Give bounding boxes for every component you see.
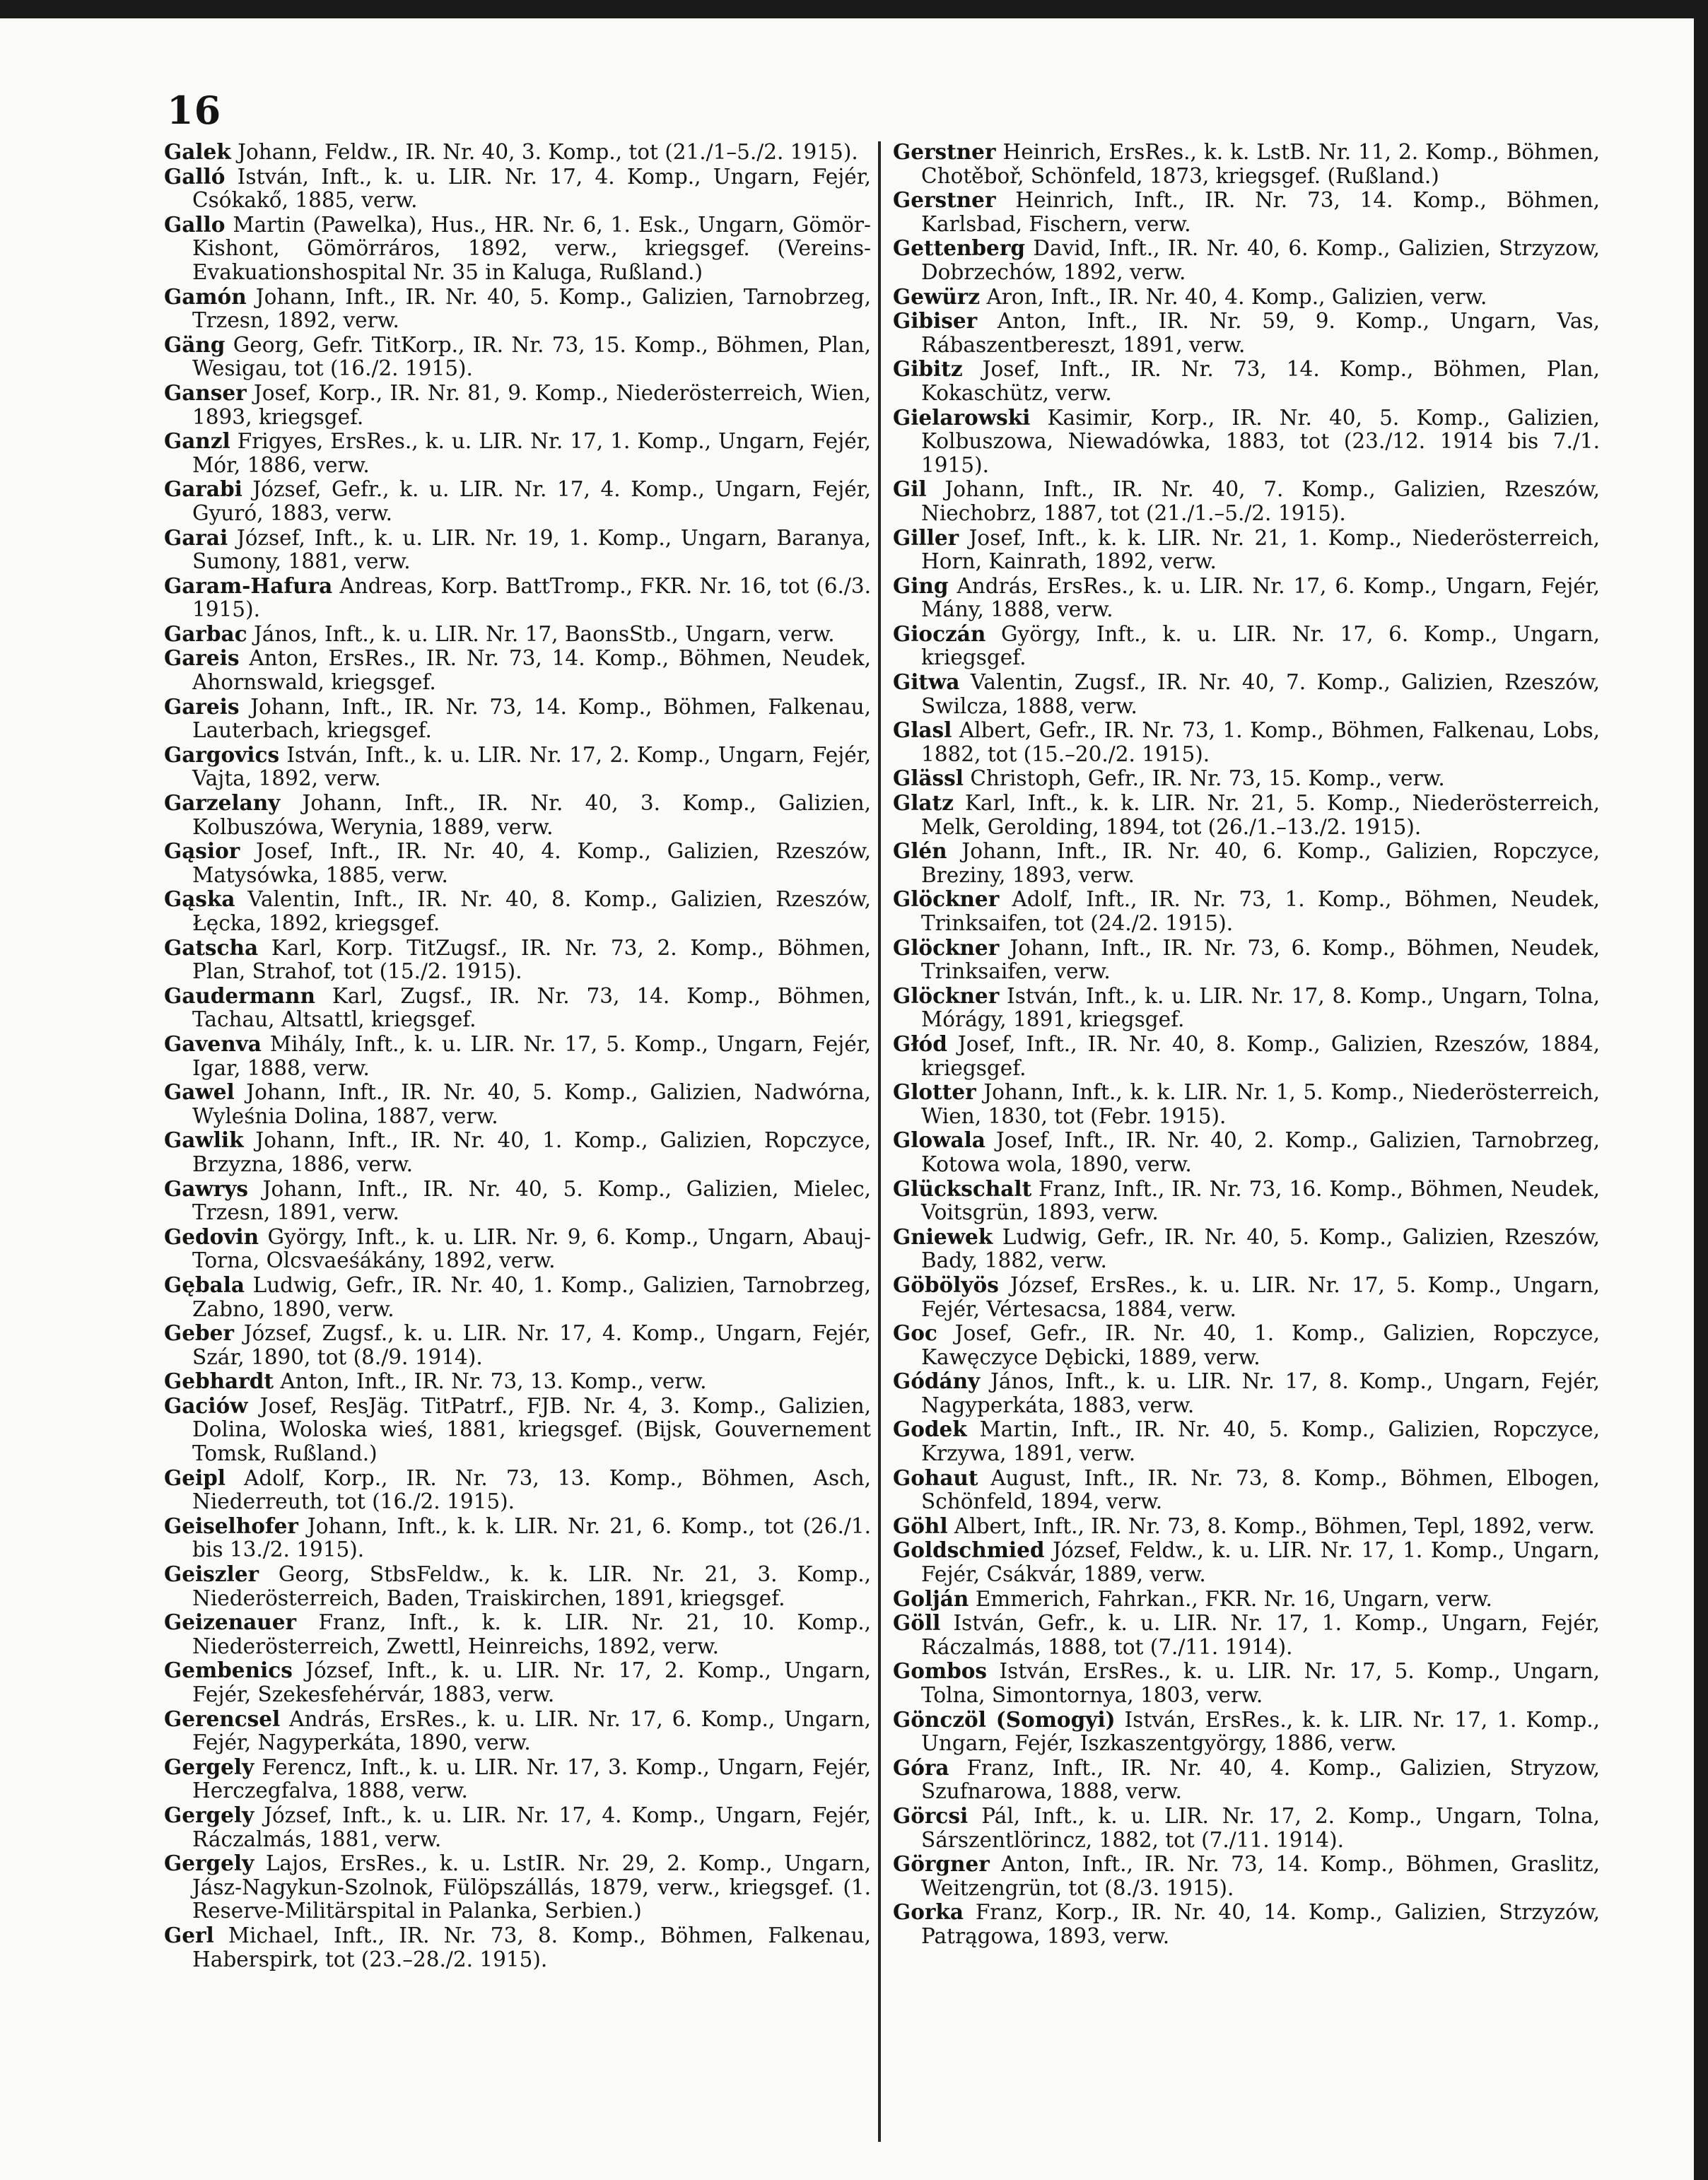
entry-details: István, ErsRes., k. u. LIR. Nr. 17, 5. Komp., Ungarn, Tolna, Simontornya, 1803, verw. — [921, 1659, 1600, 1707]
entry-surname: Gallo — [164, 211, 226, 237]
entry-surname: Geber — [164, 1320, 234, 1346]
entry-details: Josef, Inft., IR. Nr. 40, 2. Komp., Galizien, Tarnobrzeg, Kotowa wola, 1890, verw. — [921, 1128, 1600, 1176]
entry-surname: Garzelany — [164, 790, 281, 816]
register-entry — [164, 1177, 871, 1225]
register-entry — [893, 406, 1600, 478]
entry-surname: Ganzl — [164, 428, 230, 454]
entry-details: Franz, Inft., IR. Nr. 73, 16. Komp., Böhmen, Neudek, Voitsgrün, 1893, verw. — [921, 1176, 1600, 1225]
entry-details: Pál, Inft., k. u. LIR. Nr. 17, 2. Komp., Ungarn, Tolna, Sárszentlörincz, 1882, tot (7./11. 1914). — [921, 1803, 1600, 1852]
entry-surname: Glasl — [893, 717, 952, 743]
entry-details: Christoph, Gefr., IR. Nr. 73, 15. Komp., verw. — [963, 766, 1445, 791]
entry-details: Ludwig, Gefr., IR. Nr. 40, 5. Komp., Galizien, Rzeszów, Bady, 1882, verw. — [921, 1224, 1600, 1273]
scan-border-top — [0, 0, 1708, 18]
register-entry — [893, 1708, 1600, 1756]
entry-surname: Gawel — [164, 1079, 235, 1105]
scan-border-right — [1694, 0, 1708, 2180]
register-entry — [164, 1128, 871, 1176]
entry-surname: Gitwa — [893, 669, 960, 695]
register-entry — [893, 285, 1600, 310]
entry-details: Anton, ErsRes., IR. Nr. 73, 14. Komp., Böhmen, Neudek, Ahornswald, kriegsgef. — [192, 646, 871, 695]
entry-details: Albert, Gefr., IR. Nr. 73, 1. Komp., Böhmen, Falkenau, Lobs, 1882, tot (15.–20./2. 1915). — [921, 718, 1600, 766]
register-entry — [893, 1177, 1600, 1225]
register-entry — [164, 936, 871, 984]
register-entry — [164, 1803, 871, 1851]
entry-surname: Glöckner — [893, 886, 1000, 912]
entry-surname: Galló — [164, 163, 226, 189]
register-entry — [893, 1804, 1600, 1852]
register-entry — [164, 646, 871, 694]
entry-details: Kasimir, Korp., IR. Nr. 40, 5. Komp., Galizien, Kolbuszowa, Niewadówka, 1883, tot (23./12. 1914 bis 7./1. 1915). — [921, 405, 1600, 477]
register-entry — [164, 1610, 871, 1658]
register-entry — [164, 1369, 871, 1394]
entry-details: József, Gefr., k. u. LIR. Nr. 17, 4. Komp., Ungarn, Fejér, Gyuró, 1883, verw. — [192, 477, 871, 525]
register-entry — [893, 1128, 1600, 1176]
entry-surname: Gielarowski — [893, 404, 1031, 430]
entry-surname: Gerencsel — [164, 1706, 281, 1731]
entry-details: Heinrich, Inft., IR. Nr. 73, 14. Komp., Böhmen, Karlsbad, Fischern, verw. — [921, 188, 1600, 236]
entry-details: József, Inft., k. u. LIR. Nr. 17, 4. Komp., Ungarn, Fejér, Ráczalmás, 1881, verw. — [192, 1803, 871, 1851]
entry-surname: Glöckner — [893, 983, 1000, 1008]
entry-details: János, Inft., k. u. LIR. Nr. 17, BaonsStb., Ungarn, verw. — [247, 621, 835, 646]
entry-surname: Gewürz — [893, 283, 981, 309]
register-entry — [164, 1394, 871, 1466]
entry-surname: Gawrys — [164, 1176, 248, 1201]
entry-surname: Głód — [893, 1031, 947, 1056]
entry-surname: Garabi — [164, 476, 242, 502]
register-entry — [164, 574, 871, 622]
register-entry — [893, 477, 1600, 525]
register-entry — [893, 574, 1600, 622]
register-entry — [893, 1538, 1600, 1586]
register-entry — [893, 1032, 1600, 1080]
entry-surname: Gamón — [164, 283, 247, 309]
entry-details: József, Inft., k. u. LIR. Nr. 17, 2. Komp., Ungarn, Fejér, Szekesfehérvár, 1883, verw. — [192, 1658, 871, 1706]
entry-details: Franz, Korp., IR. Nr. 40, 14. Komp., Galizien, Strzyzów, Patrągowa, 1893, verw. — [921, 1900, 1600, 1948]
entry-surname: Gatscha — [164, 934, 259, 960]
entry-surname: Gerstner — [893, 139, 996, 164]
register-entry — [164, 1562, 871, 1610]
entry-details: Josef, Inft., IR. Nr. 73, 14. Komp., Böhmen, Plan, Kokaschütz, verw. — [921, 357, 1600, 405]
entry-details: Lajos, ErsRes., k. u. LstIR. Nr. 29, 2. Komp., Ungarn, Jász-Nagykun-Szolnok, Fülöpszállás, 1879, verw., kriegsgef. (1. Reserve-Militärspital in Palanka, Serbien.) — [192, 1851, 871, 1923]
entry-surname: Gembenics — [164, 1658, 293, 1683]
register-entry — [164, 743, 871, 791]
register-entry — [893, 718, 1600, 766]
entry-details: Johann, Feldw., IR. Nr. 40, 3. Komp., tot (21./1–5./2. 1915). — [230, 140, 858, 164]
entry-details: József, Zugsf., k. u. LIR. Nr. 17, 4. Komp., Ungarn, Fejér, Szár, 1890, tot (8./9. 1914). — [192, 1321, 871, 1369]
register-entry — [164, 839, 871, 887]
register-entry — [164, 1755, 871, 1803]
entry-details: Adolf, Inft., IR. Nr. 73, 1. Komp., Böhmen, Neudek, Trinksaifen, tot (24./2. 1915). — [921, 887, 1600, 935]
entry-surname: Gönczöl (Somogyi) — [893, 1706, 1116, 1732]
register-entry — [893, 887, 1600, 935]
entry-surname: Gąsior — [164, 838, 240, 864]
register-entry — [893, 1225, 1600, 1273]
entry-details: József, Inft., k. u. LIR. Nr. 19, 1. Komp., Ungarn, Baranya, Sumony, 1881, verw. — [192, 525, 871, 574]
entry-surname: Garai — [164, 525, 228, 550]
entry-surname: Göbölyös — [893, 1272, 999, 1297]
entry-details: Johann, Inft., IR. Nr. 40, 6. Komp., Galizien, Ropczyce, Breziny, 1893, verw. — [921, 839, 1600, 887]
entry-surname: Görcsi — [893, 1803, 969, 1828]
entry-details: Ludwig, Gefr., IR. Nr. 40, 1. Komp., Galizien, Tarnobrzeg, Zabno, 1890, verw. — [192, 1272, 871, 1321]
register-entry — [164, 333, 871, 381]
entry-details: Johann, Inft., k. k. LIR. Nr. 1, 5. Komp., Niederösterreich, Wien, 1830, tot (Febr. 1915). — [921, 1080, 1600, 1128]
entry-surname: Golján — [893, 1586, 969, 1611]
entry-details: Johann, Inft., IR. Nr. 40, 5. Komp., Galizien, Mielec, Trzesn, 1891, verw. — [192, 1176, 871, 1225]
entry-details: István, ErsRes., k. k. LIR. Nr. 17, 1. Komp., Ungarn, Fejér, Iszkaszentgyörgy, 1886, verw. — [921, 1707, 1600, 1756]
register-entry — [164, 1707, 871, 1755]
entry-details: István, Inft., k. u. LIR. Nr. 17, 2. Komp., Ungarn, Fejér, Vajta, 1892, verw. — [192, 742, 871, 791]
entry-details: Johann, Inft., IR. Nr. 40, 5. Komp., Galizien, Tarnobrzeg, Trzesn, 1892, verw. — [192, 284, 871, 333]
entry-details: Heinrich, ErsRes., k. k. LstB. Nr. 11, 2. Komp., Böhmen, Chotěboř, Schönfeld, 1873, kriegsgef. (Rußland.) — [921, 140, 1600, 188]
entry-details: Anton, Inft., IR. Nr. 73, 13. Komp., verw. — [273, 1369, 707, 1394]
register-entry — [164, 1321, 871, 1369]
entry-details: Karl, Inft., k. k. LIR. Nr. 21, 5. Komp., Niederösterreich, Melk, Gerolding, 1894, tot (26./1.–13./2. 1915). — [921, 791, 1600, 839]
entry-surname: Glowala — [893, 1127, 985, 1153]
register-entry — [893, 188, 1600, 236]
entry-details: Franz, Inft., IR. Nr. 40, 4. Komp., Galizien, Stryzow, Szufnarowa, 1888, verw. — [921, 1755, 1600, 1804]
page-number: 16 — [167, 88, 222, 133]
entry-details: István, Gefr., k. u. LIR. Nr. 17, 1. Komp., Ungarn, Fejér, Ráczalmás, 1888, tot (7./11. 1914). — [921, 1611, 1600, 1659]
entry-details: György, Inft., k. u. LIR. Nr. 9, 6. Komp., Ungarn, Abauj-Torna, Olcsvaeśákány, 1892, verw. — [192, 1224, 871, 1273]
entry-surname: Gettenberg — [893, 235, 1025, 261]
entry-details: András, ErsRes., k. u. LIR. Nr. 17, 6. Komp., Ungarn, Fejér, Nagyperkáta, 1890, verw. — [192, 1706, 871, 1755]
entry-surname: Gibiser — [893, 308, 978, 334]
entry-surname: Gerstner — [893, 187, 996, 213]
entry-surname: Gergely — [164, 1802, 255, 1827]
entry-details: Aron, Inft., IR. Nr. 40, 4. Komp., Galizien, verw. — [980, 284, 1487, 309]
register-entry — [164, 1080, 871, 1128]
entry-surname: Göhl — [893, 1513, 948, 1538]
entry-details: István, Inft., k. u. LIR. Nr. 17, 8. Komp., Ungarn, Tolna, Mórágy, 1891, kriegsgef. — [921, 983, 1600, 1032]
left-column — [164, 140, 871, 1971]
entry-details: Franz, Inft., k. k. LIR. Nr. 21, 10. Komp., Niederösterreich, Zwettl, Heinreichs, 1892, verw. — [192, 1610, 871, 1658]
entry-details: István, Inft., k. u. LIR. Nr. 17, 4. Komp., Ungarn, Fejér, Csókakő, 1885, verw. — [192, 164, 871, 213]
entry-details: Johann, Inft., IR. Nr. 40, 1. Komp., Galizien, Ropczyce, Brzyzna, 1886, verw. — [192, 1128, 871, 1176]
entry-details: Mihály, Inft., k. u. LIR. Nr. 17, 5. Komp., Ungarn, Fejér, Igar, 1888, verw. — [192, 1031, 871, 1080]
entry-details: Johann, Inft., k. k. LIR. Nr. 21, 6. Komp., tot (26./1. bis 13./2. 1915). — [192, 1513, 871, 1562]
register-entry — [893, 309, 1600, 357]
column-divider — [878, 141, 881, 2142]
entry-surname: Godek — [893, 1417, 967, 1442]
register-entry — [893, 1852, 1600, 1900]
entry-surname: Garam-Hafura — [164, 573, 333, 598]
entry-details: Josef, ResJäg. TitPatrf., FJB. Nr. 4, 3. Komp., Galizien, Dolina, Woloska wieś, 1881, kriegsgef. (Bijsk, Gouvernement Tomsk, Rußland.) — [192, 1393, 871, 1466]
register-entry — [893, 1466, 1600, 1514]
entry-surname: Gombos — [893, 1658, 987, 1684]
register-entry — [164, 381, 871, 429]
entry-surname: Gorka — [893, 1899, 964, 1925]
register-entry — [893, 357, 1600, 405]
entry-details: Johann, Inft., IR. Nr. 40, 3. Komp., Galizien, Kolbuszówa, Werynia, 1889, verw. — [192, 791, 871, 839]
entry-details: Josef, Inft., IR. Nr. 40, 8. Komp., Galizien, Rzeszów, 1884, kriegsgef. — [921, 1031, 1600, 1080]
entry-surname: Gargovics — [164, 742, 280, 767]
entry-surname: Gareis — [164, 693, 240, 719]
entry-details: Emmerich, Fahrkan., FKR. Nr. 16, Ungarn, verw. — [969, 1586, 1492, 1611]
entry-surname: Góra — [893, 1754, 949, 1780]
register-entry — [164, 429, 871, 477]
entry-surname: Geiszler — [164, 1561, 259, 1587]
entry-details: Johann, Inft., IR. Nr. 40, 7. Komp., Galizien, Rzeszów, Niechobrz, 1887, tot (21./1.–5./2. 1915). — [921, 477, 1600, 525]
entry-surname: Geizenauer — [164, 1610, 297, 1635]
register-entry — [164, 1658, 871, 1706]
register-entry — [893, 1321, 1600, 1369]
register-entry — [893, 1756, 1600, 1804]
entry-details: József, Feldw., k. u. LIR. Nr. 17, 1. Komp., Ungarn, Fejér, Csákvár, 1889, verw. — [921, 1538, 1600, 1587]
register-entry — [164, 285, 871, 333]
register-entry — [164, 526, 871, 574]
entry-details: Anton, Inft., IR. Nr. 73, 14. Komp., Böhmen, Graslitz, Weitzengrün, tot (8./3. 1915). — [921, 1852, 1600, 1900]
entry-surname: Gniewek — [893, 1224, 993, 1249]
register-entry — [164, 791, 871, 839]
entry-surname: Giller — [893, 525, 959, 550]
register-entry — [164, 887, 871, 935]
entry-surname: Glässl — [893, 766, 964, 791]
register-entry — [164, 1032, 871, 1080]
register-entry — [893, 1659, 1600, 1707]
entry-surname: Gebhardt — [164, 1369, 274, 1394]
register-entry — [164, 1514, 871, 1562]
entry-surname: Glotter — [893, 1079, 976, 1105]
entry-details: Josef, Inft., IR. Nr. 40, 4. Komp., Galizien, Rzeszów, Matysówka, 1885, verw. — [192, 839, 871, 887]
register-entry — [164, 165, 871, 213]
register-entry — [893, 236, 1600, 284]
register-entry — [893, 1587, 1600, 1612]
register-entry — [164, 1225, 871, 1273]
entry-surname: Goldschmied — [893, 1537, 1045, 1563]
entry-surname: Ganser — [164, 380, 247, 405]
register-entry — [164, 695, 871, 743]
entry-surname: Glén — [893, 838, 947, 864]
entry-details: Andreas, Korp. BattTromp., FKR. Nr. 16, tot (6./3. 1915). — [192, 573, 871, 622]
entry-details: András, ErsRes., k. u. LIR. Nr. 17, 6. Komp., Ungarn, Fejér, Mány, 1888, verw. — [921, 573, 1600, 622]
entry-surname: Gioczán — [893, 621, 986, 646]
entry-surname: Gębala — [164, 1272, 245, 1297]
register-entry — [164, 1273, 871, 1321]
entry-details: Michael, Inft., IR. Nr. 73, 8. Komp., Böhmen, Falkenau, Haberspirk, tot (23.–28./2. 1915). — [192, 1923, 871, 1971]
entry-surname: Gąska — [164, 886, 235, 912]
entry-surname: Goc — [893, 1320, 937, 1346]
entry-details: Anton, Inft., IR. Nr. 59, 9. Komp., Ungarn, Vas, Rábaszentbereszt, 1891, verw. — [921, 309, 1600, 357]
entry-details: Georg, Gefr. TitKorp., IR. Nr. 73, 15. Komp., Böhmen, Plan, Wesigau, tot (16./2. 1915). — [192, 332, 871, 381]
register-entry — [893, 670, 1600, 718]
entry-surname: Geipl — [164, 1465, 226, 1490]
register-entry — [893, 936, 1600, 984]
entry-details: Karl, Zugsf., IR. Nr. 73, 14. Komp., Böhmen, Tachau, Altsattl, kriegsgef. — [192, 983, 871, 1032]
entry-details: Johann, Inft., IR. Nr. 73, 14. Komp., Böhmen, Falkenau, Lauterbach, kriegsgef. — [192, 694, 871, 743]
entry-details: János, Inft., k. u. LIR. Nr. 17, 8. Komp., Ungarn, Fejér, Nagyperkáta, 1883, verw. — [921, 1369, 1600, 1417]
register-entry — [893, 622, 1600, 670]
register-entry — [893, 1900, 1600, 1948]
register-entry — [893, 1273, 1600, 1321]
entry-details: Karl, Korp. TitZugsf., IR. Nr. 73, 2. Komp., Böhmen, Plan, Strahof, tot (15./2. 1915). — [192, 935, 871, 984]
register-entry — [893, 1417, 1600, 1465]
register-entry — [164, 622, 871, 647]
entry-surname: Gergely — [164, 1754, 255, 1779]
register-entry — [893, 140, 1600, 188]
entry-surname: Geiselhofer — [164, 1513, 298, 1538]
register-entry — [893, 839, 1600, 887]
entry-details: Johann, Inft., IR. Nr. 40, 5. Komp., Galizien, Nadwórna, Wyleśnia Dolina, 1887, verw. — [192, 1080, 871, 1128]
entry-surname: Gavenva — [164, 1031, 262, 1056]
entry-surname: Gaudermann — [164, 983, 315, 1008]
entry-details: Josef, Korp., IR. Nr. 81, 9. Komp., Niederösterreich, Wien, 1893, kriegsgef. — [192, 380, 871, 429]
entry-surname: Gil — [893, 476, 927, 502]
entry-details: Albert, Inft., IR. Nr. 73, 8. Komp., Böhmen, Tepl, 1892, verw. — [947, 1513, 1595, 1538]
register-entry — [893, 791, 1600, 839]
register-entry — [893, 766, 1600, 791]
entry-surname: Glatz — [893, 790, 954, 816]
register-entry — [164, 1851, 871, 1923]
entry-surname: Gaciów — [164, 1393, 248, 1418]
entry-details: György, Inft., k. u. LIR. Nr. 17, 6. Komp., Ungarn, kriegsgef. — [921, 621, 1600, 670]
register-entry — [893, 1080, 1600, 1128]
register-entry — [164, 1923, 871, 1971]
entry-details: Ferencz, Inft., k. u. LIR. Nr. 17, 3. Komp., Ungarn, Fejér, Herczegfalva, 1888, verw. — [192, 1754, 871, 1803]
register-entry — [893, 984, 1600, 1032]
entry-details: Martin (Pawelka), Hus., HR. Nr. 6, 1. Esk., Ungarn, Gömör-Kishont, Gömörráros, 1892, verw., kriegsgef. (Vereins-Evakuationshospital Nr. 35 in Kaluga, Rußland.) — [192, 212, 871, 284]
entry-details: David, Inft., IR. Nr. 40, 6. Komp., Galizien, Strzyzow, Dobrzechów, 1892, verw. — [921, 236, 1600, 284]
entry-surname: Glöckner — [893, 934, 1000, 960]
register-entry — [164, 140, 871, 165]
entry-surname: Glückschalt — [893, 1176, 1032, 1201]
entry-surname: Görgner — [893, 1851, 990, 1877]
right-column — [893, 140, 1600, 1949]
entry-surname: Gedovin — [164, 1224, 259, 1249]
entry-details: Josef, Gefr., IR. Nr. 40, 1. Komp., Galizien, Ropczyce, Kawęczyce Dębicki, 1889, verw. — [921, 1321, 1600, 1369]
entry-details: Georg, StbsFeldw., k. k. LIR. Nr. 21, 3. Komp., Niederösterreich, Baden, Traiskirchen, 1891, kriegsgef. — [192, 1562, 871, 1610]
entry-details: August, Inft., IR. Nr. 73, 8. Komp., Böhmen, Elbogen, Schönfeld, 1894, verw. — [921, 1465, 1600, 1514]
entry-surname: Gohaut — [893, 1465, 978, 1490]
entry-surname: Gergely — [164, 1851, 255, 1876]
entry-details: Valentin, Inft., IR. Nr. 40, 8. Komp., Galizien, Rzeszów, Łęcka, 1892, kriegsgef. — [192, 887, 871, 935]
entry-details: Johann, Inft., IR. Nr. 73, 6. Komp., Böhmen, Neudek, Trinksaifen, verw. — [921, 935, 1600, 984]
entry-details: Valentin, Zugsf., IR. Nr. 40, 7. Komp., Galizien, Rzeszów, Swilcza, 1888, verw. — [921, 670, 1600, 718]
register-entry — [893, 1369, 1600, 1417]
entry-details: Josef, Inft., k. k. LIR. Nr. 21, 1. Komp., Niederösterreich, Horn, Kainrath, 1892, verw. — [921, 525, 1600, 574]
entry-surname: Galek — [164, 139, 231, 164]
register-entry — [893, 1611, 1600, 1659]
entry-surname: Gawlik — [164, 1127, 244, 1153]
entry-details: József, ErsRes., k. u. LIR. Nr. 17, 5. Komp., Ungarn, Fejér, Vértesacsa, 1884, verw. — [921, 1272, 1600, 1321]
register-entry — [893, 1514, 1600, 1539]
entry-surname: Gódány — [893, 1369, 981, 1394]
entry-surname: Göll — [893, 1610, 941, 1636]
entry-surname: Gibitz — [893, 356, 963, 382]
entry-details: Martin, Inft., IR. Nr. 40, 5. Komp., Galizien, Ropczyce, Krzywa, 1891, verw. — [921, 1417, 1600, 1466]
entry-surname: Gareis — [164, 645, 240, 671]
entry-surname: Gerl — [164, 1922, 214, 1947]
entry-surname: Garbac — [164, 621, 247, 646]
entry-details: Adolf, Korp., IR. Nr. 73, 13. Komp., Böhmen, Asch, Niederreuth, tot (16./2. 1915). — [192, 1465, 871, 1514]
register-entry — [893, 526, 1600, 574]
register-entry — [164, 984, 871, 1032]
register-entry — [164, 1466, 871, 1514]
entry-details: Frigyes, ErsRes., k. u. LIR. Nr. 17, 1. Komp., Ungarn, Fejér, Mór, 1886, verw. — [192, 429, 871, 477]
entry-surname: Gäng — [164, 332, 226, 357]
register-entry — [164, 477, 871, 525]
entry-surname: Ging — [893, 573, 949, 598]
register-entry — [164, 213, 871, 285]
